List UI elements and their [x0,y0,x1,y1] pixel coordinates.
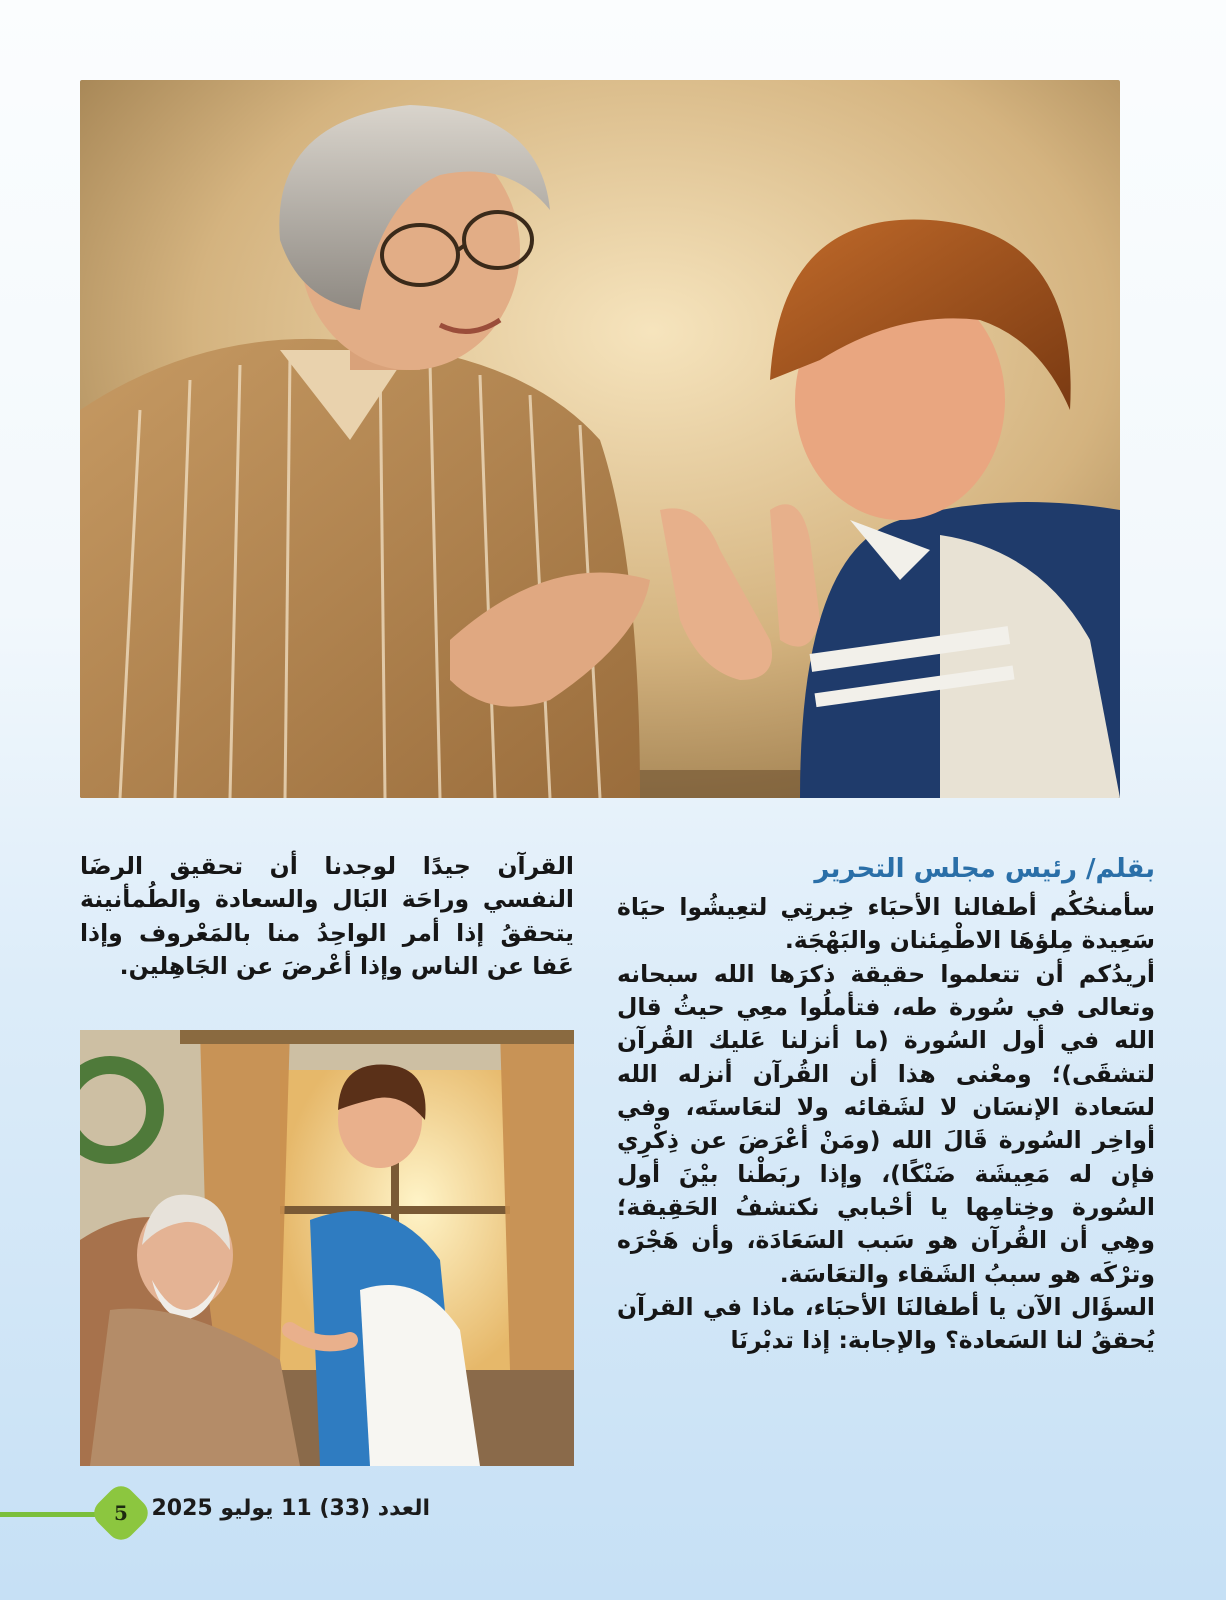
article-paragraph-2: أريدُكم أن تتعلموا حقيقة ذكرَها الله سبحانه وتعالى في سُورة طه، فتأملُوا معِي حيثُ قال الله في أول السُورة (ما أنزلنا عَليك القُرآن لتشقَى)؛ ومعْنى هذا أن القُرآن أنزله الله لسَعادة الإنسَان لا لشَقائه ولا لتعَاستَه، وفي أواخِر السُورة قَالَ الله (ومَنْ أعْرَضَ عن ذِكْرِي فإن له مَعِيشَة ضَنْكًا)، وإذا ربَطْنا بيْنَ أول السُورة وخِتامِها يا أحْبابي نكتشفُ الحَقِيقة؛ وهِي أن القُرآن هو سَبب السَعَادَة، وأن هَجْرَه وترْكَه هو سببُ الشَقاء والتعَاسَة. [617,959,1155,1288]
author-byline: بقلم/ رئيس مجلس التحرير [814,854,1155,884]
article-column-left [80,850,574,983]
page-number: 5 [114,1501,128,1525]
issue-date: العدد (33) 11 يوليو 2025 [151,1496,430,1521]
article-column-right [617,853,1155,1358]
article-paragraph-3: السؤَال الآن يا أطفالنَا الأحبَاء، ماذا في القرآن يُحققُ لنا السَعادة؟ والإجابة: إذا تدبْرنَا [617,1293,1155,1355]
article-paragraph-4: القرآن جيدًا لوجدنا أن تحقيق الرضَا النفسي وراحَة البَال والسعادة والطُمأنينة يتحققُ إذا أمر الواحِدُ منا بالمَعْروف وإذا عَفا عن الناس وإذا أعْرضَ عن الجَاهِلين. [80,852,574,981]
article-paragraph-1: سأمنحُكُم أطفالنا الأحبَاء خِبرتِي لتعِيشُوا حيَاة سَعِيدة مِلؤهَا الاطْمِئنان والبَهْجَة. [617,892,1155,955]
nurse-elder-illustration [80,1030,574,1466]
footer-rule [0,1512,100,1517]
hero-illustration [80,80,1120,798]
